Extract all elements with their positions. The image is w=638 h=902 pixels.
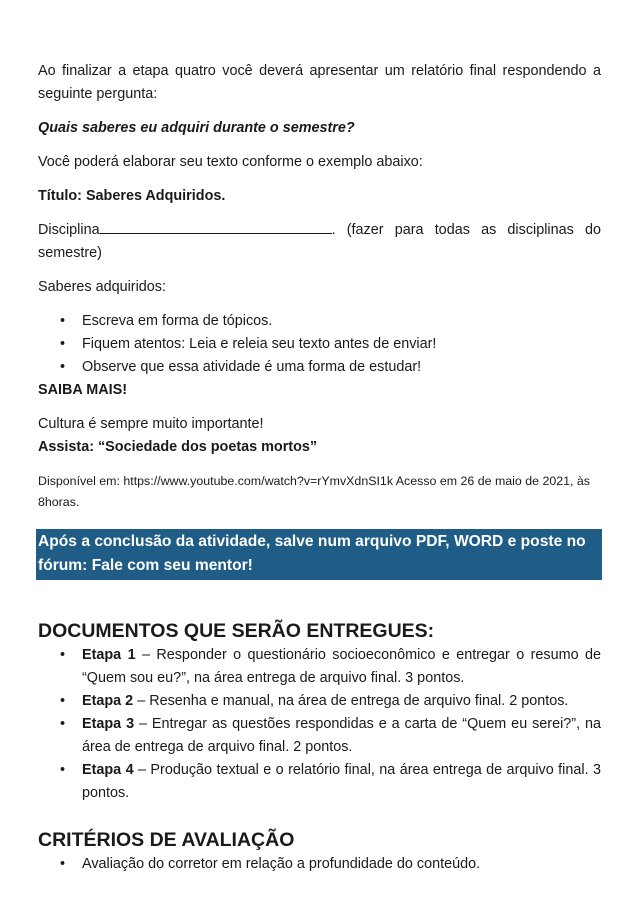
discipline-suffix: . (fazer para todas as disciplinas do semestre) bbox=[38, 222, 601, 261]
bullet-icon: • bbox=[60, 647, 66, 663]
criteria-list bbox=[38, 853, 601, 876]
example-intro: Você poderá elaborar seu texto conforme o exemplo abaixo: bbox=[38, 154, 423, 170]
documents-heading: DOCUMENTOS QUE SERÃO ENTREGUES: bbox=[38, 620, 435, 642]
bullet-icon: • bbox=[60, 336, 66, 352]
list-item: • Etapa 2 – Resenha e manual, na área de entrega de arquivo final. 2 pontos. bbox=[38, 690, 601, 713]
source-citation: Disponível em: https://www.youtube.com/watch?v=rYmvXdnSI1k Acesso em 26 de maio de 2021, às 8horas. bbox=[38, 474, 591, 509]
intro-paragraph: Ao finalizar a etapa quatro você deverá apresentar um relatório final respondendo a seguinte pergunta: bbox=[38, 63, 601, 102]
discipline-label: Disciplina bbox=[38, 222, 100, 238]
list-item: • Fiquem atentos: Leia e releia seu texto antes de enviar! bbox=[38, 333, 601, 356]
bullet-icon: • bbox=[60, 762, 66, 778]
title-example: Título: Saberes Adquiridos. bbox=[38, 188, 226, 204]
list-item: • Observe que essa atividade é uma forma de estudar! bbox=[38, 356, 601, 379]
list-item: • Etapa 3 – Entregar as questões respondidas e a carta de “Quem eu serei?”, na área de entrega de arquivo final. 2 pontos. bbox=[38, 713, 601, 759]
documents-list bbox=[38, 644, 601, 805]
discipline-line bbox=[38, 219, 601, 265]
bullet-icon: • bbox=[60, 716, 66, 732]
bullet-icon: • bbox=[60, 693, 66, 709]
list-item: • Avaliação do corretor em relação a profundidade do conteúdo. bbox=[38, 853, 601, 876]
list-item: • Etapa 1 – Responder o questionário socioeconômico e entregar o resumo de “Quem sou eu?”, na área entrega de arquivo final. 3 pontos. bbox=[38, 644, 601, 690]
guiding-question: Quais saberes eu adquiri durante o semestre? bbox=[38, 120, 355, 136]
tips-list bbox=[38, 310, 601, 379]
bullet-icon: • bbox=[60, 856, 66, 872]
document-page bbox=[38, 60, 601, 876]
watch-line: Assista: “Sociedade dos poetas mortos” bbox=[38, 439, 318, 455]
bullet-icon: • bbox=[60, 359, 66, 375]
discipline-blank bbox=[100, 219, 332, 234]
saiba-mais-heading: SAIBA MAIS! bbox=[38, 382, 128, 398]
culture-line: Cultura é sempre muito importante! bbox=[38, 416, 264, 432]
list-item: • Escreva em forma de tópicos. bbox=[38, 310, 601, 333]
criteria-heading: CRITÉRIOS DE AVALIAÇÃO bbox=[38, 829, 295, 851]
saberes-label: Saberes adquiridos: bbox=[38, 279, 166, 295]
submission-banner: Após a conclusão da atividade, salve num arquivo PDF, WORD e poste no fórum: Fale com seu mentor! bbox=[36, 529, 602, 580]
bullet-icon: • bbox=[60, 313, 66, 329]
list-item: • Etapa 4 – Produção textual e o relatório final, na área entrega de arquivo final. 3 pontos. bbox=[38, 759, 601, 805]
